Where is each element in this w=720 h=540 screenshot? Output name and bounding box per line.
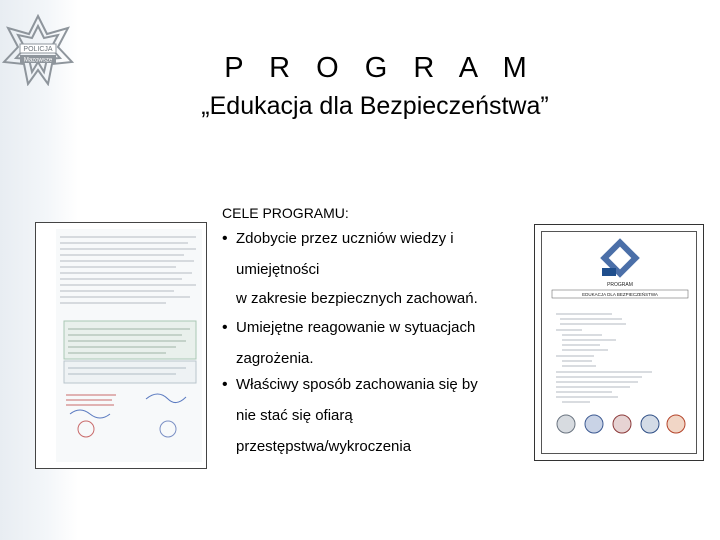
scanned-document-right [534,224,704,461]
goal-item-line: w zakresie bezpiecznych zachowań. [236,290,478,307]
doc-heading: PROGRAM [607,282,633,288]
goal-item-line: Właściwy sposób zachowania się by [236,376,478,393]
page-subtitle: „Edukacja dla Bezpieczeństwa” [201,92,549,120]
document-page [56,229,202,462]
page-title: P R O G R A M [224,52,536,84]
document-text-placeholder [56,229,204,464]
document-frame [541,231,697,454]
logo-text-region: Mazowsze [23,57,53,64]
goal-item-knowledge [222,231,478,306]
goal-item-line: Zdobycie przez uczniów wiedzy i [236,230,454,247]
goal-item-line: przestępstwa/wykroczenia [236,438,412,455]
document-content [542,232,698,455]
goals-heading: CELE PROGRAMU: [222,205,349,221]
bullet-icon: • [222,376,228,393]
logo-text-police: POLICJA [23,46,53,53]
goal-item-line: zagrożenia. [236,350,314,367]
bullet-icon: • [222,230,228,247]
goal-item-line: nie stać się ofiarą [236,407,353,424]
goal-item-line: Umiejętne reagowanie w sytuacjach [236,319,476,336]
bullet-icon: • [222,319,228,336]
doc-subheading: EDUKACJA DLA BEZPIECZEŃSTWA [582,292,658,297]
goal-item-behaviour [222,377,478,454]
goal-item-line: umiejętności [236,261,320,278]
scanned-document-left [35,222,207,469]
goal-item-reaction [222,320,475,366]
